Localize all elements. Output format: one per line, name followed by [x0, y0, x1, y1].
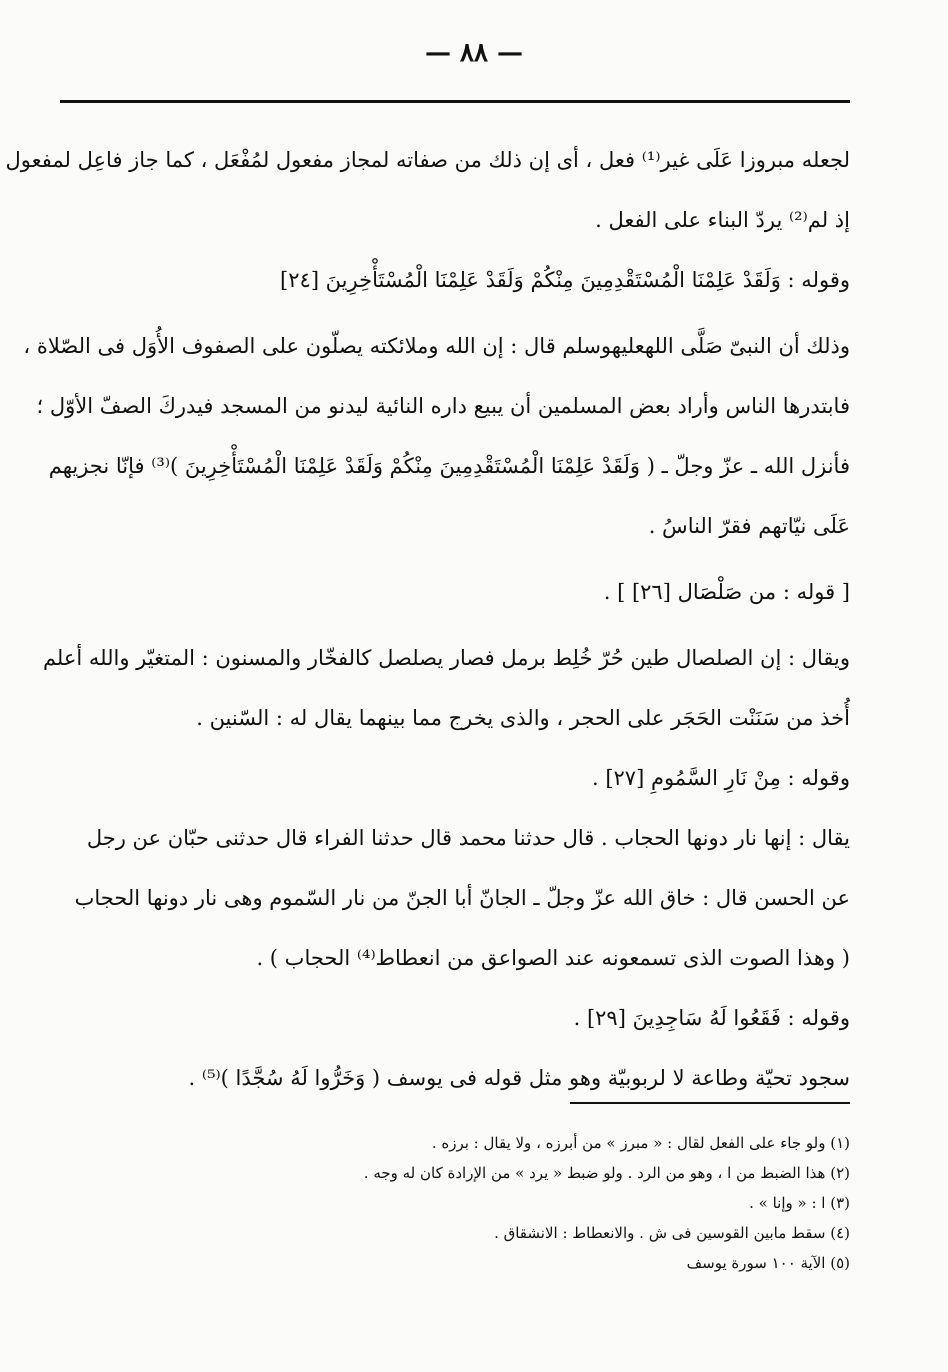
- text-line: وقوله : فَقَعُوا لَهُ سَاجِدِينَ [٢٩] .: [573, 1006, 850, 1030]
- paragraph: [42, 628, 850, 748]
- text-line: وذلك أن النبىّ صَلَّى اللهعليهوسلم قال : إن الله وملائكته يصلّون على الصفوف الأُوَل فى الصّلاة ،: [23, 334, 850, 358]
- header-rule: [60, 100, 850, 103]
- footnote: (٣) ا : « وإنا » .: [749, 1194, 850, 1212]
- footnote-rule: [570, 1102, 850, 1104]
- paragraph: [23, 316, 850, 556]
- text-line: إذ لم⁽²⁾ يردّ البناء على الفعل .: [595, 208, 850, 232]
- footnote: (٢) هذا الضبط من ا ، وهو من الرد . ولو ضبط « يرد » من الإرادة كان له وجه .: [363, 1164, 850, 1182]
- footnote: (٤) سقط مابين القوسين فى ش . والانعطاط : الانشقاق .: [494, 1224, 850, 1242]
- text-line: يقال : إنها نار دونها الحجاب . قال حدثنا محمد قال حدثنا الفراء قال حدثنى حبّان عن رجل: [86, 826, 850, 850]
- text-line: أُخذ من سَنَنْت الحَجَر على الحجر ، والذى يخرج مما بينهما يقال له : السّنين .: [196, 706, 850, 730]
- verse-heading: [70, 250, 850, 310]
- verse-heading: [70, 748, 850, 808]
- verse-heading: [70, 562, 850, 622]
- text-line: فابتدرها الناس وأراد بعض المسلمين أن يبيع داره النائية ليدنو من المسجد فيدركَ الصفّ الأوّل ؛: [36, 394, 850, 418]
- text-line: وقوله : وَلَقَدْ عَلِمْنَا الْمُسْتَقْدِمِينَ مِنْكُمْ وَلَقَدْ عَلِمْنَا الْمُسْتَأْخِرِينَ [٢٤]: [280, 268, 850, 292]
- text-line: وقوله : مِنْ نَارِ السَّمُومِ [٢٧] .: [591, 766, 850, 790]
- footnote: (١) ولو جاء على الفعل لقال : « مبرز » من أبرزه ، ولا يقال : برزه .: [431, 1134, 850, 1152]
- page-number: — ٨٨ —: [424, 38, 524, 68]
- text-line: سجود تحيّة وطاعة لا لربوبيّة وهو مثل قوله فى يوسف ( وَخَرُّوا لَهُ سُجَّدًا )⁽⁵⁾ .: [188, 1066, 850, 1090]
- text-line: [ قوله : من صَلْصَال [٢٦] ] .: [603, 580, 850, 604]
- body-text: [5, 130, 850, 1108]
- text-line: لجعله مبروزا عَلَى غير⁽¹⁾ فعل ، أى إن ذلك من صفاته لمجاز مفعول لمُفْعَل ، كما جاز فاعِل لمفعول: [5, 148, 850, 172]
- text-line: عَلَى نيّاتهم فقرّ الناسُ .: [648, 514, 850, 538]
- footnote: (٥) الآية ١٠٠ سورة يوسف: [686, 1254, 850, 1272]
- text-line: ويقال : إن الصلصال طين حُرّ خُلِط برمل فصار يصلصل كالفخّار والمسنون : المتغيّر والله أعلم: [42, 646, 850, 670]
- verse-heading: [70, 988, 850, 1048]
- text-line: فأنزل الله ـ عزّ وجلّ ـ ( وَلَقَدْ عَلِمْنَا الْمُسْتَقْدِمِينَ مِنْكُمْ وَلَقَدْ عَلِمْنَا الْمُسْتَأْخِرِينَ )⁽³⁾ فإنّا نجزيهم: [48, 454, 850, 478]
- text-line: عن الحسن قال : خاق الله عزّ وجلّ ـ الجانّ أبا الجنّ من نار السّموم وهى نار دونها الحجاب: [74, 886, 850, 910]
- paragraph: [5, 130, 850, 250]
- text-line: ( وهذا الصوت الذى تسمعونه عند الصواعق من انعطاط⁽⁴⁾ الحجاب ) .: [256, 946, 850, 970]
- paragraph: [70, 1048, 850, 1108]
- footnotes: [330, 1128, 850, 1278]
- paragraph: [70, 808, 850, 988]
